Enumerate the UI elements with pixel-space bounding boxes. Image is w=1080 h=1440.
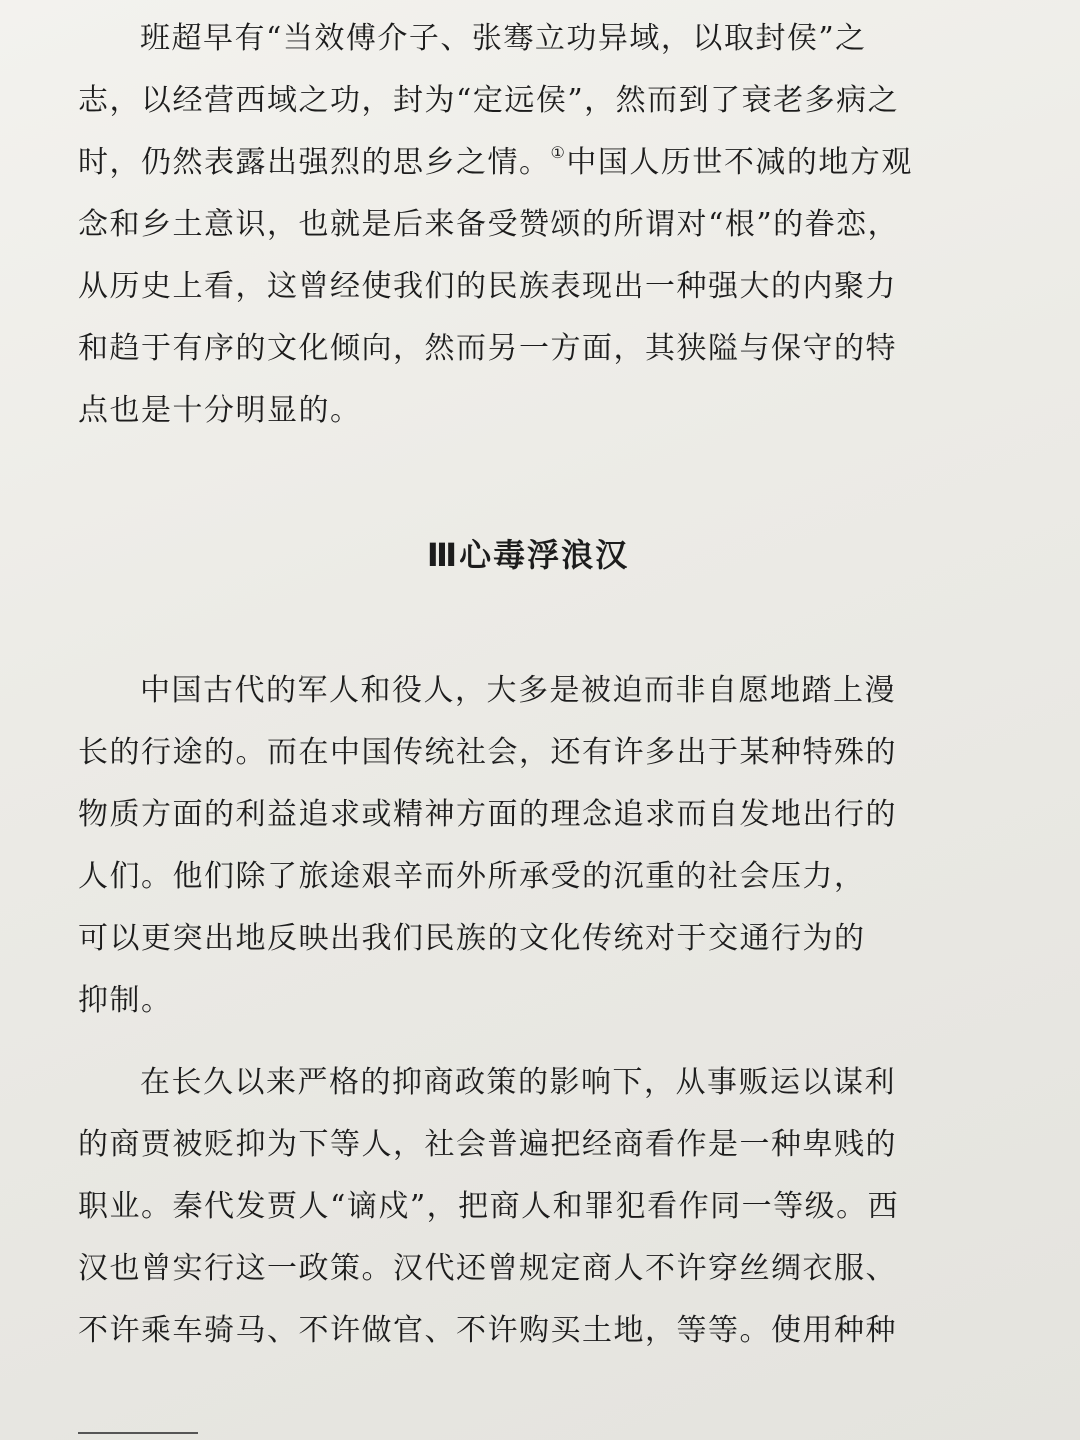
text-line: 可以更突出地反映出我们民族的文化传统对于交通行为的 <box>78 921 866 956</box>
text-segment: 时，仍然表露出强烈的思乡之情。 <box>78 145 551 180</box>
text-segment: 中国人历世不减的地方观 <box>566 145 913 180</box>
text-line: 人们。他们除了旅途艰辛而外所承受的沉重的社会压力， <box>78 859 866 894</box>
text-line: 从历史上看，这曾经使我们的民族表现出一种强大的内聚力 <box>78 269 897 304</box>
text-line: 职业。秦代发贾人“谪戍”，把商人和罪犯看作同一等级。西 <box>78 1189 900 1224</box>
text-line: 抑制。 <box>78 983 173 1018</box>
paragraph-3 <box>78 1052 978 1362</box>
text-line: 班超早有“当效傅介子、张骞立功异域，以取封侯”之 <box>140 21 867 56</box>
text-line: 在长久以来严格的抑商政策的影响下，从事贩运以谋利 <box>140 1065 896 1100</box>
text-line: 不许乘车骑马、不许做官、不许购买土地，等等。使用种种 <box>78 1313 897 1348</box>
text-line: 点也是十分明显的。 <box>78 393 362 428</box>
section-heading: Ⅲ心毒浮浪汉 <box>426 536 630 574</box>
text-line: 和趋于有序的文化倾向，然而另一方面，其狭隘与保守的特 <box>78 331 897 366</box>
text-line: 汉也曾实行这一政策。汉代还曾规定商人不许穿丝绸衣服、 <box>78 1251 897 1286</box>
text-line: 长的行途的。而在中国传统社会，还有许多出于某种特殊的 <box>78 735 897 770</box>
footnote-divider <box>78 1432 198 1434</box>
text-line: 物质方面的利益追求或精神方面的理念追求而自发地出行的 <box>78 797 897 832</box>
text-line <box>78 132 978 194</box>
paragraph-2 <box>78 660 978 1032</box>
book-page <box>78 0 978 1440</box>
footnote-marker: ① <box>550 143 567 162</box>
text-line: 的商贾被贬抑为下等人，社会普遍把经商看作是一种卑贱的 <box>78 1127 897 1162</box>
paragraph-1 <box>78 8 978 442</box>
text-line: 志，以经营西域之功，封为“定远侯”，然而到了衰老多病之 <box>78 83 900 118</box>
text-line: 中国古代的军人和役人，大多是被迫而非自愿地踏上漫 <box>140 673 896 708</box>
text-line: 念和乡土意识，也就是后来备受赞颂的所谓对“根”的眷恋， <box>78 207 900 242</box>
